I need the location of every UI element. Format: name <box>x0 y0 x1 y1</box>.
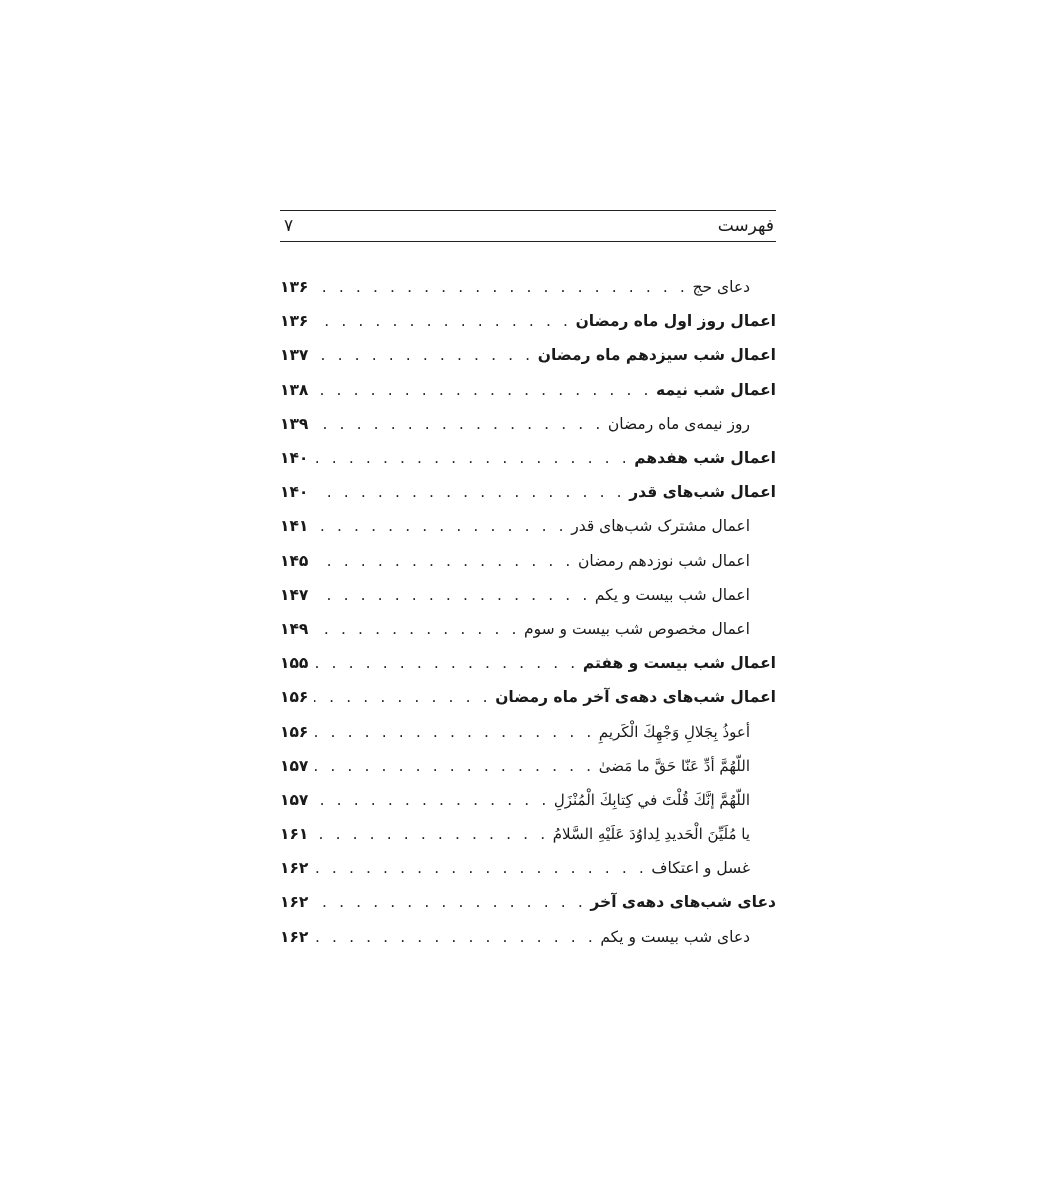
toc-entry-page-number: ۱۵۷ <box>280 790 309 809</box>
toc-entry <box>280 270 776 304</box>
toc-entry-page-number: ۱۴۱ <box>280 517 309 536</box>
toc-entry-page-number: ۱۴۰ <box>280 483 309 502</box>
toc-dot-leader <box>314 612 520 646</box>
toc-entry-title: اعمال شب سیزدهم ماه رمضان <box>537 346 776 365</box>
toc-dot-leader <box>314 680 491 714</box>
toc-dot-leader <box>314 851 647 885</box>
toc-dot-leader <box>314 304 572 338</box>
toc-entry-title: اللّهُمَّ إنَّكَ قُلْتَ في كِتابِكَ الْمُنْزَلِ <box>553 790 750 809</box>
toc-entry-page-number: ۱۶۲ <box>280 893 309 912</box>
toc-entry-title: اعمال شب بیست و هفتم <box>582 654 776 673</box>
toc-entry <box>280 338 776 372</box>
toc-entry-title: اعمال روز اول ماه رمضان <box>575 312 776 331</box>
running-head <box>280 211 776 240</box>
toc-entry-page-number: ۱۴۰ <box>280 449 309 468</box>
toc-entry-title: اعمال مشترک شب‌های قدر <box>571 517 750 536</box>
toc-entry-title: اللّهُمَّ أدِّ عَنّا حَقَّ ما مَضىٰ <box>598 756 750 775</box>
toc-entry-page-number: ۱۴۹ <box>280 619 309 638</box>
toc-dot-leader <box>314 885 586 919</box>
toc-dot-leader <box>314 544 574 578</box>
toc-dot-leader <box>314 338 534 372</box>
toc-entry <box>280 407 776 441</box>
toc-entry <box>280 680 776 714</box>
toc-entry-page-number: ۱۶۲ <box>280 927 309 946</box>
toc-dot-leader <box>314 749 595 783</box>
header-bottom-rule <box>280 241 776 242</box>
toc-entry <box>280 304 776 338</box>
toc-entry-title: دعای شب بیست و یکم <box>600 927 750 946</box>
table-of-contents <box>280 270 776 954</box>
toc-entry-page-number: ۱۶۱ <box>280 825 309 844</box>
toc-entry-page-number: ۱۵۵ <box>280 654 309 673</box>
toc-entry-title: اعمال شب هفدهم <box>634 449 776 468</box>
toc-dot-leader <box>314 783 550 817</box>
toc-dot-leader <box>314 920 596 954</box>
toc-dot-leader <box>314 715 595 749</box>
toc-entry-page-number: ۱۳۷ <box>280 346 309 365</box>
running-head-page-number: ۷ <box>284 215 294 236</box>
running-head-title: فهرست <box>717 215 774 236</box>
toc-entry-title: دعای شب‌های دهه‌ی آخر <box>590 893 776 912</box>
toc-entry <box>280 612 776 646</box>
toc-entry <box>280 441 776 475</box>
toc-entry-page-number: ۱۳۶ <box>280 312 309 331</box>
toc-dot-leader <box>314 817 549 851</box>
toc-entry-title: اعمال شب بیست و یکم <box>594 585 750 604</box>
toc-entry-title: روز نیمه‌ی ماه رمضان <box>607 414 750 433</box>
toc-entry-page-number: ۱۴۵ <box>280 551 309 570</box>
toc-entry-page-number: ۱۵۶ <box>280 722 309 741</box>
toc-entry-page-number: ۱۶۲ <box>280 859 309 878</box>
toc-entry <box>280 749 776 783</box>
toc-dot-leader <box>314 270 688 304</box>
toc-entry-title: اعمال شب نوزدهم رمضان <box>577 551 750 570</box>
toc-entry-title: دعای حج <box>692 278 750 297</box>
toc-entry-page-number: ۱۴۷ <box>280 585 309 604</box>
toc-entry-title: اعمال مخصوص شب بیست و سوم <box>524 619 750 638</box>
toc-entry <box>280 885 776 919</box>
toc-entry-page-number: ۱۳۶ <box>280 278 309 297</box>
toc-dot-leader <box>314 475 625 509</box>
toc-entry <box>280 373 776 407</box>
toc-dot-leader <box>314 407 604 441</box>
book-page <box>280 210 776 970</box>
toc-entry-title: اعمال شب‌های دهه‌ی آخر ماه رمضان <box>495 688 776 707</box>
toc-entry-title: أعوذُ بِجَلالِ وَجْهِكَ الْكَريمِ <box>598 722 750 741</box>
toc-entry <box>280 783 776 817</box>
toc-entry-title: غسل و اعتکاف <box>651 859 750 878</box>
toc-entry <box>280 714 776 748</box>
toc-entry-page-number: ۱۳۹ <box>280 414 309 433</box>
toc-dot-leader <box>314 646 579 680</box>
toc-entry <box>280 475 776 509</box>
toc-entry <box>280 646 776 680</box>
toc-entry-title: اعمال شب نیمه <box>656 380 776 399</box>
toc-entry <box>280 920 776 954</box>
toc-entry <box>280 578 776 612</box>
toc-entry <box>280 817 776 851</box>
toc-entry-page-number: ۱۳۸ <box>280 380 309 399</box>
toc-entry <box>280 544 776 578</box>
toc-entry-page-number: ۱۵۶ <box>280 688 309 707</box>
toc-entry <box>280 509 776 543</box>
toc-dot-leader <box>314 578 591 612</box>
toc-entry <box>280 851 776 885</box>
toc-dot-leader <box>314 509 567 543</box>
toc-entry-title: يا مُلَيِّنَ الْحَديدِ لِداوُدَ عَلَيْهِ السَّلامُ <box>552 825 750 844</box>
toc-dot-leader <box>314 441 630 475</box>
toc-entry-page-number: ۱۵۷ <box>280 756 309 775</box>
toc-entry-title: اعمال شب‌های قدر <box>629 483 776 502</box>
toc-dot-leader <box>314 373 652 407</box>
